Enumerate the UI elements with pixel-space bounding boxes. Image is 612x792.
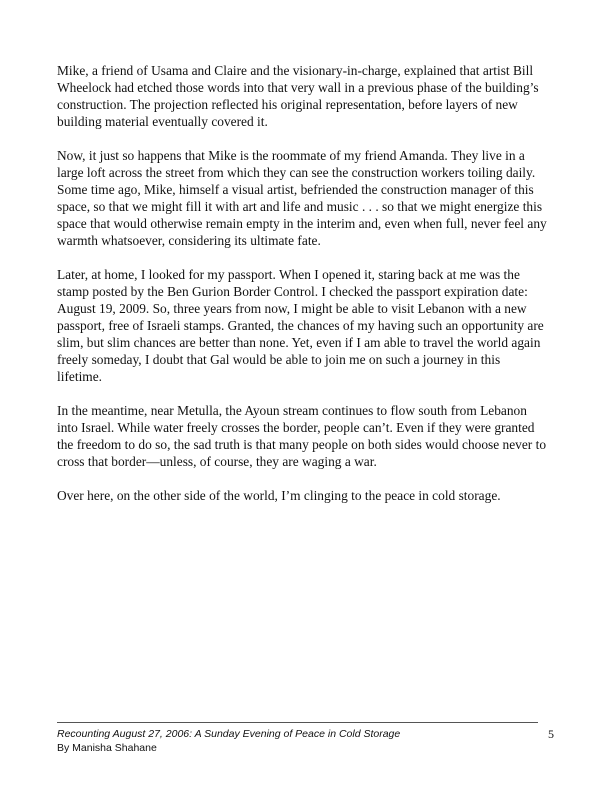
- paragraph: Mike, a friend of Usama and Claire and the visionary-in-charge, explained that artist Bill Wheelock had etched those words into that very wall in a previous phase of the building’s construction. The projection reflected his original representation, before layers of new building material eventually covered it.: [57, 63, 539, 129]
- footer-author: By Manisha Shahane: [57, 742, 157, 754]
- paragraph: Now, it just so happens that Mike is the roommate of my friend Amanda. They live in a large loft across the street from which they can see the construction workers toiling daily. Some time ago, Mike, himself a visual artist, befriended the construction manager of this space, so that we might fill it with art and life and music . . . so that we might energize this space that would otherwise remain empty in the interim and, even when full, never feel any warmth whatsoever, considering its ultimate fate.: [57, 148, 547, 248]
- page-number: 5: [548, 727, 554, 741]
- body-text: [57, 62, 547, 521]
- footer-title: Recounting August 27, 2006: A Sunday Evening of Peace in Cold Storage: [57, 728, 401, 740]
- paragraph: Later, at home, I looked for my passport. When I opened it, staring back at me was the stamp posted by the Ben Gurion Border Control. I checked the passport expiration date: August 19, 2009. So, three years from now, I might be able to visit Lebanon with a new passport, free of Israeli stamps. Granted, the chances of my having such an opportunity are slim, but slim chances are better than none. Yet, even if I am able to travel the world again freely someday, I doubt that Gal would be able to join me on such a journey in this lifetime.: [57, 267, 544, 384]
- paragraph: Over here, on the other side of the world, I’m clinging to the peace in cold storage.: [57, 488, 501, 503]
- paragraph: In the meantime, near Metulla, the Ayoun stream continues to flow south from Lebanon into Israel. While water freely crosses the border, people can’t. Even if they were granted the freedom to do so, the sad truth is that many people on both sides would choose never to cross that border—unless, of course, they are waging a war.: [57, 403, 547, 469]
- footer-divider: [57, 722, 538, 723]
